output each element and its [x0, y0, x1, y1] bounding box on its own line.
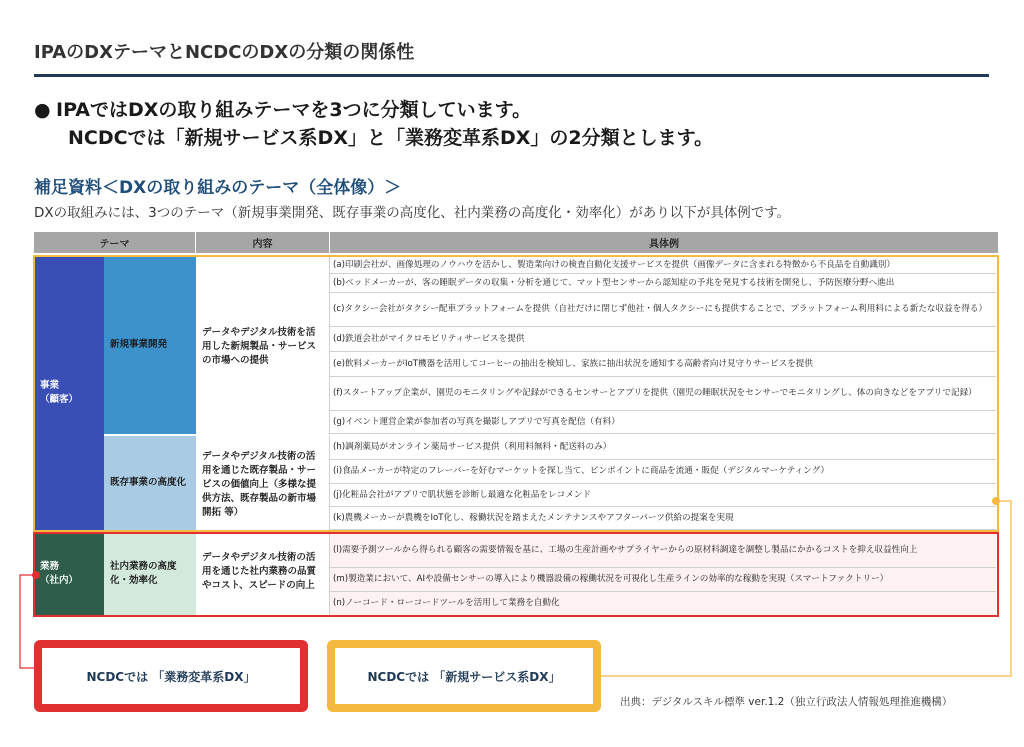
section-description: DXの取組みには、3つのテーマ（新規事業開発、既存事業の高度化、社内業務の高度化・効率化）があり以下が具体例です。 [34, 205, 791, 221]
source-citation: 出典：デジタルスキル標準 ver.1.2（独立行政法人情報処理推進機構） [620, 696, 953, 708]
example-row: (j)化粧品会社がアプリで肌状態を診断し最適な化粧品をレコメンド [330, 484, 996, 507]
example-row: (d)鉄道会社がマイクロモビリティサービスを提供 [330, 327, 996, 352]
example-row: (e)飲料メーカーがIoT機器を活用してコーヒーの抽出を検知し、家族に抽出状況を通知する高齢者向け見守りサービスを提供 [330, 352, 996, 377]
group-internal-label: 業務 [40, 561, 60, 572]
red-connector-dot [32, 571, 40, 579]
callout-new-service: NCDCでは 「新規サービス系DX」 [327, 640, 601, 712]
example-row: (g)イベント運営企業が参加者の写真を撮影しアプリで写真を配信（有料） [330, 411, 996, 434]
section-title: 補足資料＜DXの取り組みのテーマ（全体像）＞ [34, 178, 402, 198]
example-row: (l)需要予測ツールから得られる顧客の需要情報を基に、工場の生産計画やサプライヤーからの原材料調達を調整し製品にかかるコストを抑え収益性向上 [330, 534, 996, 568]
group-internal-sub: （社内） [40, 575, 79, 586]
example-row: (h)調剤薬局がオンライン薬局サービス提供（利用料無料・配送料のみ） [330, 436, 996, 460]
header-content: 内容 [196, 232, 330, 253]
example-row: (m)製造業において、AIや設備センサーの導入により機器設備の稼働状況を可視化し生産ラインの効率的な稼動を実現（スマートファクトリー） [330, 568, 996, 592]
example-row: (n)ノーコード・ローコードツールを活用して業務を自動化 [330, 592, 996, 615]
example-row: (f)スタートアップ企業が、園児のモニタリングや記録ができるセンサーとアプリを提供（園児の睡眠状況をセンサーでモニタリングし、体の向きなどをアプリで記録） [330, 377, 996, 411]
callout-business-change: NCDCでは 「業務変革系DX」 [34, 640, 308, 712]
header-theme: テーマ [34, 232, 196, 253]
theme-existing-business: 既存事業の高度化 [104, 436, 196, 530]
headline-line-2: NCDCでは「新規サービス系DX」と「業務変革系DX」の2分類とします。 [68, 127, 714, 149]
example-row: (b)ベッドメーカーが、客の睡眠データの収集・分析を通じて、マット型センサーから認知症の予兆を発見する技術を開発し、予防医療分野へ進出 [330, 274, 996, 293]
content-existing-business: データやデジタル技術の活用を通じた既存製品・サービスの価値向上（多様な提供方法、既存製品の新市場開拓 等） [196, 436, 330, 530]
orange-connector-dot [992, 497, 1000, 505]
group-business-label: 事業 [40, 380, 60, 391]
theme-new-business: 新規事業開発 [104, 256, 196, 434]
example-row: (i)食品メーカーが特定のフレーバーを好むマーケットを探し当て、ピンポイントに商品を流通・販促（デジタルマーケティング） [330, 460, 996, 484]
theme-internal-ops: 社内業務の高度化・効率化 [104, 533, 196, 615]
content-new-business: データやデジタル技術を活用した新規製品・サービスの市場への提供 [196, 256, 330, 434]
example-row: (a)印刷会社が、画像処理のノウハウを活かし、製造業向けの検査自動化支援サービスを提供（画像データに含まれる特徴から不良品を自動識別） [330, 257, 996, 274]
header-examples: 具体例 [330, 232, 998, 253]
group-business-sub: （顧客） [40, 394, 79, 405]
content-internal-ops: データやデジタル技術の活用を通じた社内業務の品質やコスト、スピードの向上 [196, 533, 330, 615]
example-row: (k)農機メーカーが農機をIoT化し、稼働状況を踏まえたメンテナンスやアフターパーツ供給の提案を実現 [330, 507, 996, 530]
page-title: IPAのDXテーマとNCDCのDXの分類の関係性 [34, 42, 415, 63]
example-row: (c)タクシー会社がタクシー配車プラットフォームを提供（自社だけに閉じず他社・個人タクシーにも提供することで、プラットフォーム利用料による新たな収益を得る） [330, 293, 996, 327]
bullet-icon: ● [34, 99, 51, 121]
headline-line-1: IPAではDXの取り組みテーマを3つに分類しています。 [56, 99, 532, 121]
orange-connector [600, 501, 1011, 676]
